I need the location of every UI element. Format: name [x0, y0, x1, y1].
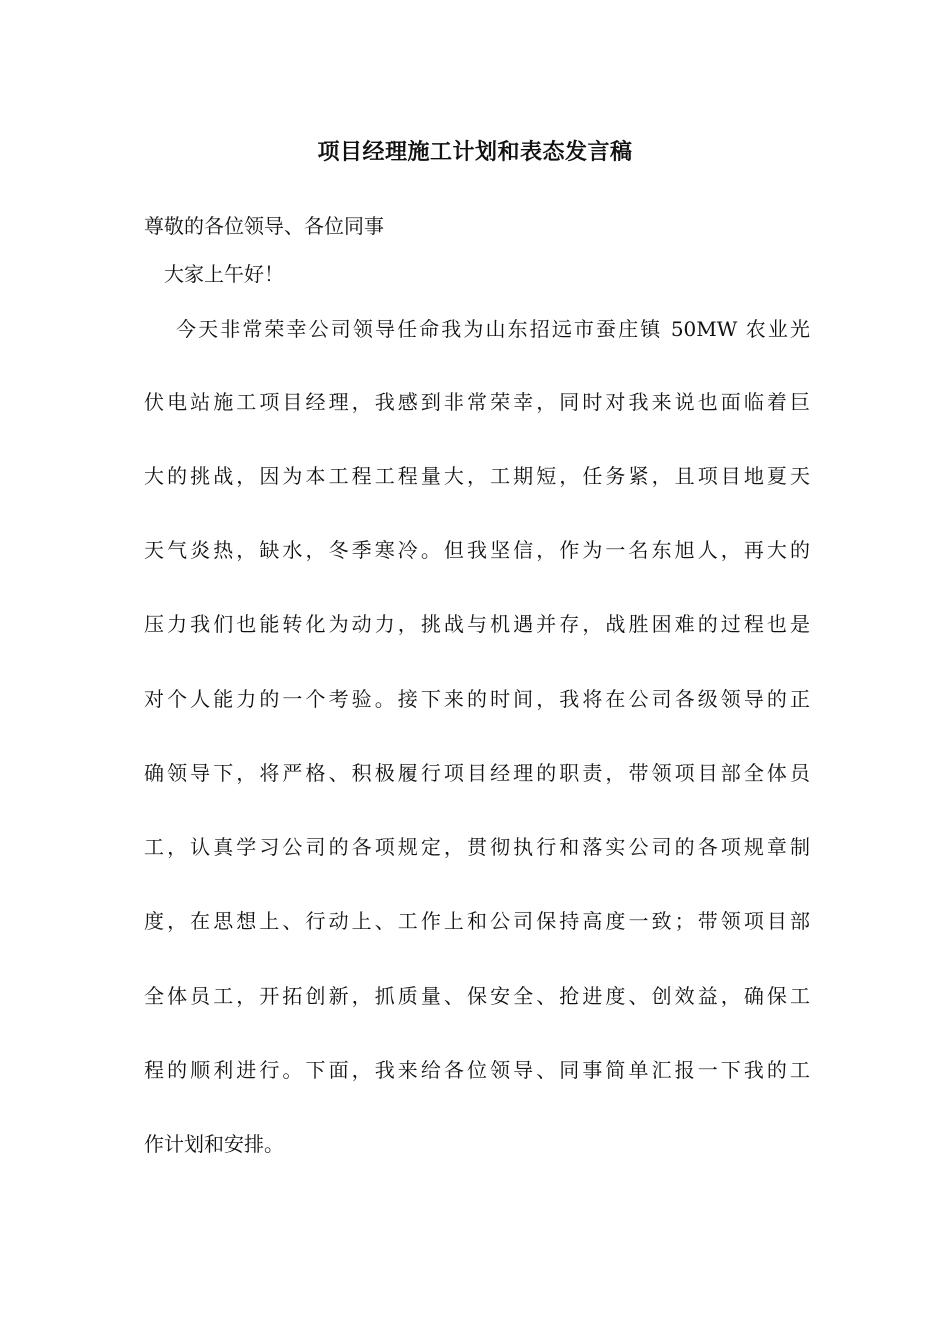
greeting-line: 大家上午好！ — [164, 262, 284, 286]
body-text-line: 工，认真学习公司的各项规定，贯彻执行和落实公司的各项规章制 — [144, 835, 810, 859]
body-text-line: 度，在思想上、行动上、工作上和公司保持高度一致；带领项目部 — [144, 909, 810, 933]
body-text-line: 大的挑战，因为本工程工程量大，工期短，任务紧，且项目地夏天 — [144, 464, 810, 488]
salutation-line: 尊敬的各位领导、各位同事 — [144, 214, 384, 238]
body-text-line: 全体员工，开拓创新，抓质量、保安全、抢进度、创效益，确保工 — [144, 984, 810, 1008]
body-text-line: 确领导下，将严格、积极履行项目经理的职责，带领项目部全体员 — [144, 761, 810, 785]
body-text-line: 伏电站施工项目经理，我感到非常荣幸，同时对我来说也面临着巨 — [144, 390, 810, 414]
document-title: 项目经理施工计划和表态发言稿 — [317, 139, 633, 165]
body-text-line: 天气炎热，缺水，冬季寒冷。但我坚信，作为一名东旭人，再大的 — [144, 538, 810, 562]
body-text-line: 程的顺利进行。下面，我来给各位领导、同事简单汇报一下我的工 — [144, 1058, 810, 1082]
body-text-line: 对个人能力的一个考验。接下来的时间，我将在公司各级领导的正 — [144, 687, 810, 711]
body-text-line: 作计划和安排。 — [144, 1132, 284, 1156]
body-text-line: 压力我们也能转化为动力，挑战与机遇并存，战胜困难的过程也是 — [144, 612, 810, 636]
body-text-line: 今天非常荣幸公司领导任命我为山东招远市蚕庄镇 50MW 农业光 — [176, 317, 810, 341]
